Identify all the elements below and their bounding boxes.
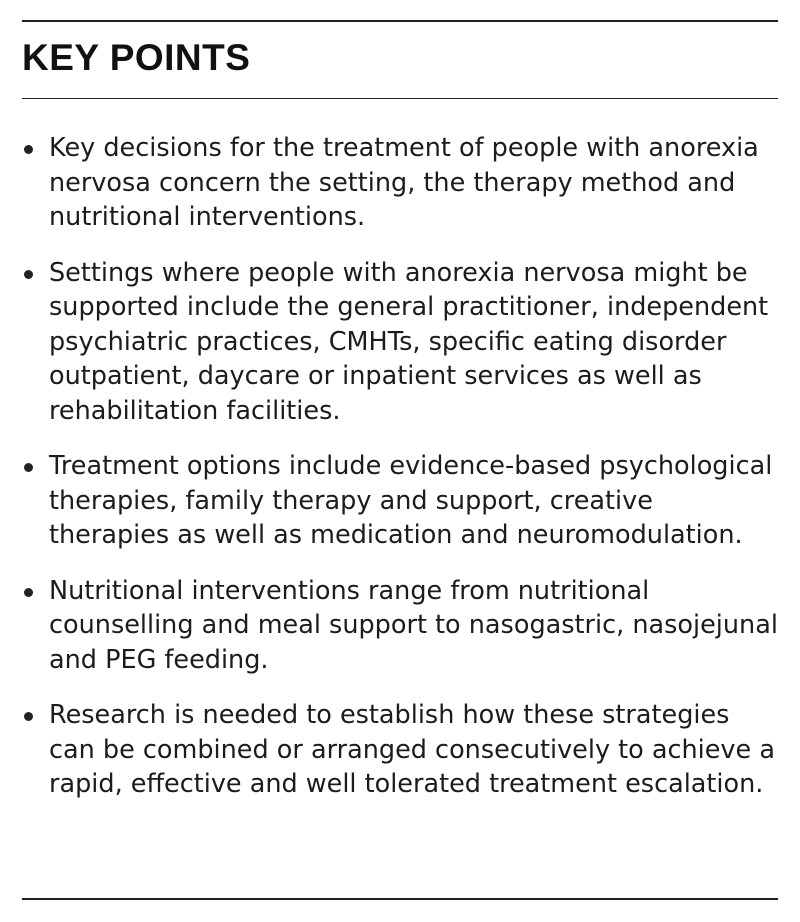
key-point-text: Treatment options include evidence-based psychological therapies, family therapy and support, creative therapies as well as medication and neuromodulation.	[49, 451, 773, 550]
key-point-item	[22, 256, 778, 429]
key-points-panel	[22, 20, 778, 900]
key-point-item	[22, 131, 778, 235]
bullet-icon	[24, 588, 33, 597]
key-point-text: Research is needed to establish how these strategies can be combined or arranged consecutively to achieve a rapid, effective and well tolerated treatment escalation.	[49, 700, 775, 799]
key-point-text: Nutritional interventions range from nutritional counselling and meal support to nasogastric, nasojejunal and PEG feeding.	[49, 575, 778, 675]
panel-title: KEY POINTS	[22, 37, 251, 78]
key-points-list	[22, 131, 778, 802]
bullet-icon	[24, 712, 33, 721]
key-point-text: Key decisions for the treatment of people with anorexia nervosa concern the setting, the therapy method and nutritional interventions.	[49, 133, 759, 232]
key-point-item	[22, 698, 778, 802]
key-point-item	[22, 574, 778, 678]
key-point-item	[22, 449, 778, 553]
title-divider	[22, 98, 778, 99]
bullet-icon	[24, 145, 33, 154]
bullet-icon	[24, 270, 33, 279]
key-point-text: Settings where people with anorexia nervosa might be supported include the general practitioner, independent psychiatric practices, CMHTs, specific eating disorder outpatient, daycare or inpatient services as well as rehabilitation facilities.	[49, 257, 769, 426]
bullet-icon	[24, 463, 33, 472]
